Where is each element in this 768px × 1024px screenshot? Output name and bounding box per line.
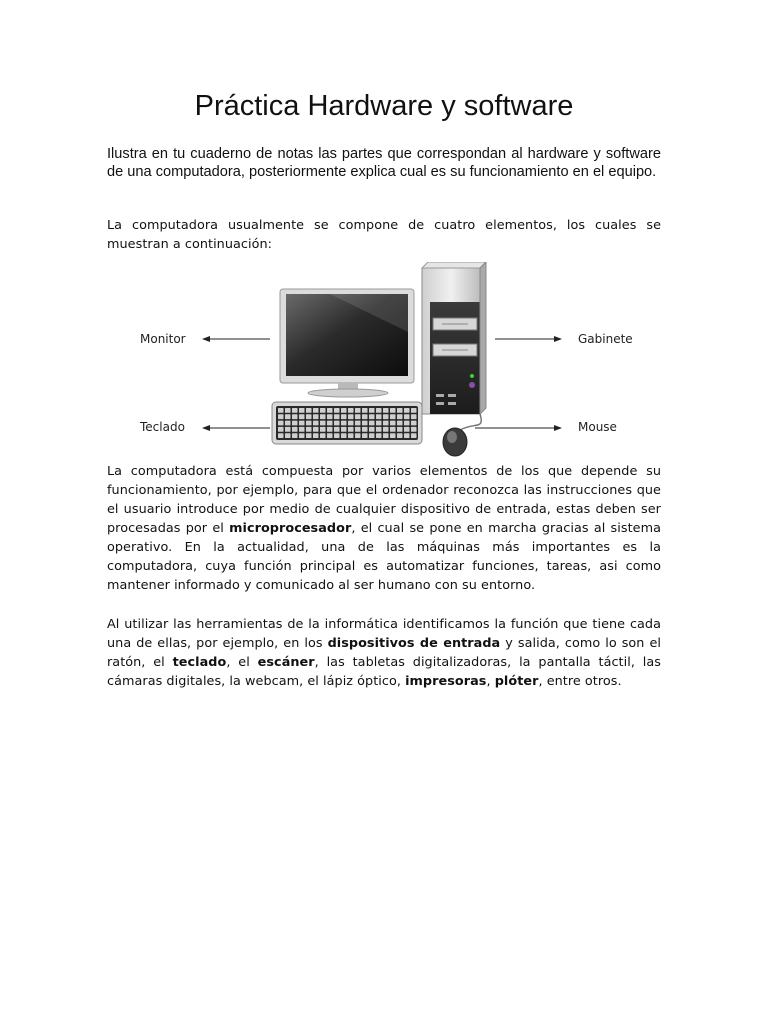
keyboard-key [355, 421, 361, 426]
keyboard-key [369, 421, 375, 426]
keyboard-key [306, 408, 312, 413]
keyboard-key [306, 414, 312, 419]
label-teclado: Teclado [140, 420, 185, 434]
gabinete-arrow [495, 336, 562, 342]
keyboard-key [320, 421, 326, 426]
label-mouse: Mouse [578, 420, 617, 434]
keyboard-key [334, 433, 340, 438]
keyboard-key [362, 414, 368, 419]
monitor-arrow [202, 336, 270, 342]
p3-text-d: , el [226, 655, 258, 670]
monitor-icon [280, 289, 414, 397]
keyboard-key [306, 427, 312, 432]
keyboard-key [292, 414, 298, 419]
keyboard-key [404, 408, 410, 413]
keyboard-key [411, 427, 417, 432]
keyboard-key [376, 427, 382, 432]
keyboard-key [397, 433, 403, 438]
keyboard-key [334, 421, 340, 426]
keyboard-key [299, 408, 305, 413]
keyboard-key [313, 421, 319, 426]
keyboard-key [334, 414, 340, 419]
label-gabinete: Gabinete [578, 332, 633, 346]
keyboard-key [320, 414, 326, 419]
keyboard-key [404, 421, 410, 426]
keyboard-key [355, 427, 361, 432]
keyboard-key [334, 427, 340, 432]
keyboard-key [383, 414, 389, 419]
computer-diagram [130, 262, 640, 460]
keyboard-key [362, 433, 368, 438]
keyboard-key [390, 421, 396, 426]
keyboard-key [327, 421, 333, 426]
keyboard-key [369, 414, 375, 419]
keyboard-key [362, 427, 368, 432]
label-monitor: Monitor [140, 332, 186, 346]
keyboard-key [285, 421, 291, 426]
keyboard-key [397, 427, 403, 432]
keyboard-key [411, 421, 417, 426]
keyboard-key [348, 414, 354, 419]
keyboard-icon [272, 402, 422, 444]
keyboard-key [411, 408, 417, 413]
keyboard-key [411, 433, 417, 438]
keyboard-key [341, 433, 347, 438]
keyboard-key [404, 427, 410, 432]
keyboard-key [383, 421, 389, 426]
p3-bold-ploter: plóter [494, 674, 539, 689]
keyboard-key [306, 433, 312, 438]
p3-text-e: , las tabletas digitalizadoras, la pantalla táctil, las cámaras digitales, la webcam, el lápiz óptico, [107, 655, 661, 689]
keyboard-key [362, 408, 368, 413]
mouse-icon [443, 414, 481, 456]
keyboard-key [285, 427, 291, 432]
keyboard-key [313, 408, 319, 413]
keyboard-key [390, 414, 396, 419]
keyboard-key [341, 408, 347, 413]
keyboard-key [383, 433, 389, 438]
p3-text-g: , entre otros. [538, 674, 622, 689]
keyboard-key [320, 427, 326, 432]
keyboard-key [348, 421, 354, 426]
keyboard-key [334, 408, 340, 413]
p3-bold-escaner: escáner [257, 655, 315, 670]
p3-text-a: Al utilizar las herramientas de la informática identificamos la función que tiene cada una de ellas, por ejemplo, en los [107, 617, 661, 651]
keyboard-key [320, 433, 326, 438]
keyboard-key [376, 414, 382, 419]
keyboard-key [355, 414, 361, 419]
keyboard-key [278, 414, 284, 419]
keyboard-key [320, 408, 326, 413]
keyboard-key [355, 408, 361, 413]
keyboard-key [369, 433, 375, 438]
keyboard-key [369, 427, 375, 432]
keyboard-key [299, 414, 305, 419]
keyboard-key [404, 433, 410, 438]
keyboard-key [341, 421, 347, 426]
p3-bold-teclado: teclado [172, 655, 227, 670]
keyboard-key [404, 414, 410, 419]
keyboard-key [348, 427, 354, 432]
keyboard-key [397, 408, 403, 413]
keyboard-key [292, 408, 298, 413]
paragraph-computer-description [107, 462, 661, 595]
keyboard-key [376, 408, 382, 413]
keyboard-key [278, 427, 284, 432]
keyboard-key [390, 408, 396, 413]
keyboard-key [327, 414, 333, 419]
keyboard-key [313, 433, 319, 438]
p3-bold-dispositivos: dispositivos de entrada [327, 636, 501, 651]
keyboard-key [390, 433, 396, 438]
p2-text-a: La computadora está compuesta por varios elementos de los que depende su funcionamiento, por ejemplo, para que el ordenador reconozca las instrucciones que el usuario introduce por medio de cualquier dispositivo de entrada, estas deben ser procesadas por el [107, 464, 661, 536]
keyboard-key [397, 414, 403, 419]
keyboard-key [278, 408, 284, 413]
p2-text-c: , el cual se pone en marcha gracias al sistema operativo. En la actualidad, una de las máquinas más importantes es la computadora, cuya función principal es automatizar funciones, tareas, asi como mantener informado y comunicado al ser humano con su entorno. [107, 521, 661, 593]
keyboard-key [383, 427, 389, 432]
keyboard-key [285, 414, 291, 419]
teclado-arrow [202, 425, 270, 431]
keyboard-key [278, 433, 284, 438]
keyboard-key [411, 414, 417, 419]
keyboard-key [362, 421, 368, 426]
keyboard-key [348, 433, 354, 438]
keyboard-key [278, 421, 284, 426]
p2-bold-microprocesador: microprocesador [229, 521, 352, 536]
keyboard-key [292, 421, 298, 426]
keyboard-key [299, 433, 305, 438]
keyboard-key [306, 421, 312, 426]
p3-text-f: , [486, 674, 495, 689]
keyboard-key [376, 421, 382, 426]
keyboard-key [369, 408, 375, 413]
keyboard-key [292, 433, 298, 438]
keyboard-key [327, 427, 333, 432]
keyboard-key [299, 421, 305, 426]
keyboard-key [348, 408, 354, 413]
keyboard-key [313, 414, 319, 419]
keyboard-key [285, 408, 291, 413]
keyboard-key [292, 427, 298, 432]
keyboard-key [341, 427, 347, 432]
keyboard-key [341, 414, 347, 419]
keyboard-key [376, 433, 382, 438]
keyboard-key [383, 408, 389, 413]
computer-illustration [130, 262, 640, 460]
intro-paragraph: Ilustra en tu cuaderno de notas las partes que correspondan al hardware y software de una computadora, posteriormente explica cual es su funcionamiento en el equipo. [107, 146, 661, 180]
paragraph-tools [107, 615, 661, 691]
keyboard-key [397, 421, 403, 426]
keyboard-key [355, 433, 361, 438]
keyboard-key [327, 433, 333, 438]
mouse-arrow [475, 425, 562, 431]
paragraph-components-intro: La computadora usualmente se compone de cuatro elementos, los cuales se muestran a continuación: [107, 218, 661, 252]
keyboard-key [327, 408, 333, 413]
tower-case-icon [422, 262, 486, 414]
page-title: Práctica Hardware y software [194, 90, 574, 122]
p3-bold-impresoras: impresoras [405, 674, 487, 689]
keyboard-key [313, 427, 319, 432]
keyboard-key [390, 427, 396, 432]
p3-text-c: y salida, como lo son el ratón, el [107, 636, 661, 670]
keyboard-key [285, 433, 291, 438]
keyboard-key [299, 427, 305, 432]
